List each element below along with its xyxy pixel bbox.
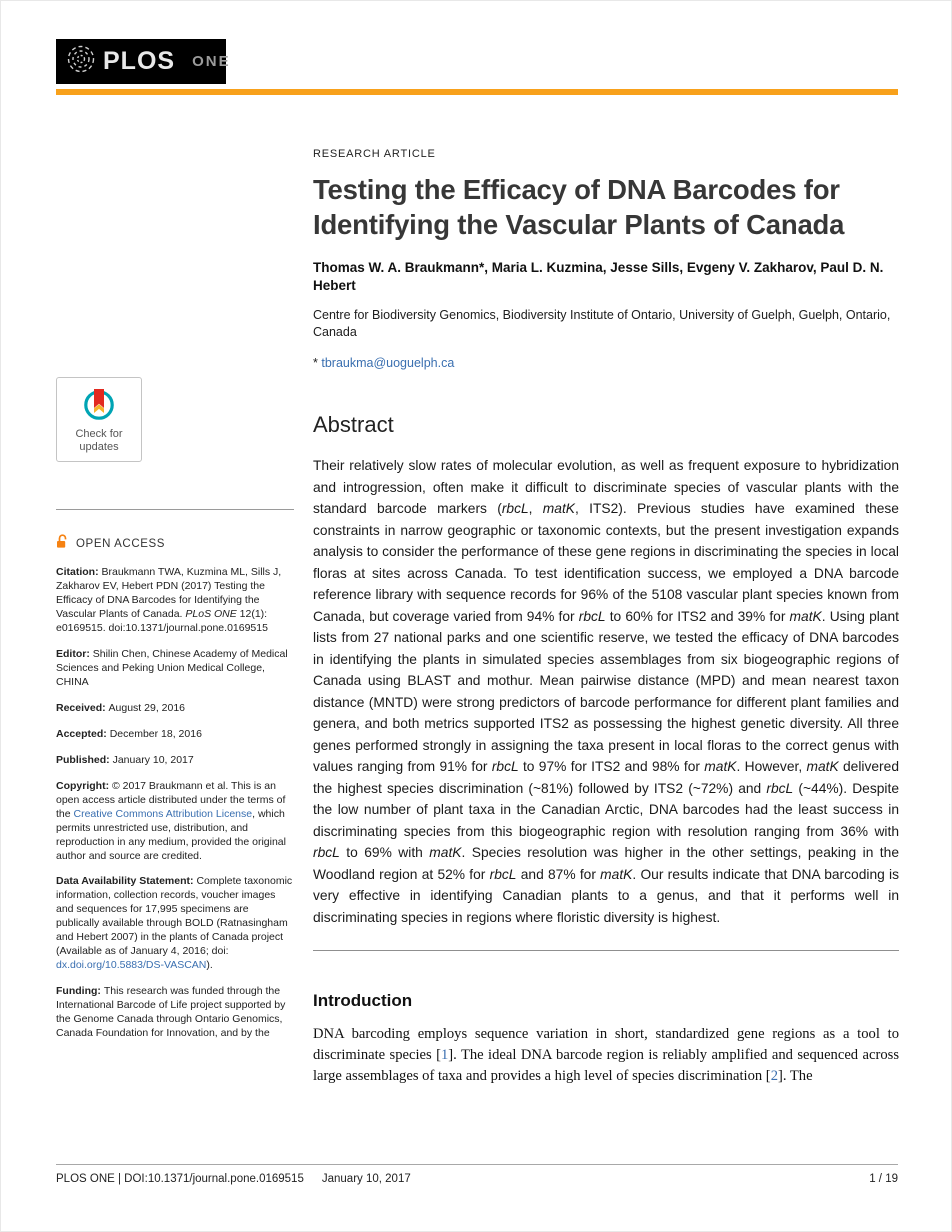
abstract-heading: Abstract (313, 412, 394, 437)
plos-one-logo (56, 39, 231, 84)
accent-bar (56, 89, 898, 95)
introduction-heading: Introduction (313, 991, 413, 1010)
check-updates-label-line1: Check for (75, 428, 123, 441)
article-body (313, 148, 899, 1087)
published-note: Published: January 10, 2017 (56, 753, 194, 766)
ref-2-link[interactable]: 2 (770, 1068, 778, 1084)
citation-note: Citation: Braukmann TWA, Kuzmina ML, Sills J, Zakharov EV, Hebert PDN (2017) Testing the Efficacy of DNA Barcodes for Identifying the Vascular Plants of Canada. PLoS ONE 12(1): e0169515. doi:10.1371/journal.pone.0169515 (56, 566, 282, 635)
introduction-paragraph: DNA barcoding employs sequence variation in short, standardized gene regions as a tool to discriminate species [1]. The ideal DNA barcode region is reliably amplified and sequenced across large assemblages of taxa and provides a high level of species discrimination [2]. The (313, 1026, 899, 1084)
sidebar-divider (56, 509, 294, 510)
author-list: Thomas W. A. Braukmann*, Maria L. Kuzmina, Jesse Sills, Evgeny V. Zakharov, Paul D. N. Hebert (313, 260, 884, 293)
footer-divider (56, 1164, 898, 1165)
abstract-paragraph: Their relatively slow rates of molecular evolution, as well as frequent exposure to hybridization and introgression, often make it difficult to discriminate species of vascular plants with the standard barcode markers (rbcL, matK, ITS2). Previous studies have examined these constraints in narrow geographic or taxonomic contexts, but the present investigation expands analysis to consider the performance of these gene regions in discriminating the species in local floras at sites across Canada. To test identification success, we employed a DNA barcode reference library with sequence records for 96% of the 5108 vascular plant species known from Canada, but coverage varied from 94% for rbcL to 60% for ITS2 and 39% for matK. Using plant lists from 27 national parks and one scientific reserve, we tested the efficacy of DNA barcodes in identifying the plants in simulated species assemblages from six biogeographic regions of Canada using BLAST and mothur. Mean pairwise distance (MPD) and mean nearest taxon distance (MNTD) were strong predictors of barcode performance for different plant families and genera, and both metrics supported ITS2 as possessing the highest genetic diversity. All three genes performed strongly in assigning the taxa present in local floras to the correct genus with values ranging from 91% for rbcL to 97% for ITS2 and 98% for matK. However, matK delivered the highest species discrimination (~81%) followed by ITS2 (~72%) and rbcL (~44%). Despite the low number of plant taxa in the Canadian Arctic, DNA barcodes had the least success in discriminating species from this biogeographic region with resolution ranging from 36% with rbcL to 69% with matK. Species resolution was higher in the other settings, peaking in the Woodland region at 52% for rbcL and 87% for matK. Our results indicate that DNA barcoding is very effective in identifying Canadian plants to a genus, and that it performs well in discriminating species in regions where floristic diversity is highest. (313, 458, 899, 925)
check-for-updates-badge[interactable] (56, 377, 142, 462)
footer-page-number: 1 / 19 (869, 1173, 898, 1185)
check-updates-label-line2: updates (79, 440, 119, 453)
ref-1-link[interactable]: 1 (440, 1047, 449, 1063)
creative-commons-license-link[interactable]: Creative Commons Attribution License (73, 807, 253, 820)
accepted-note: Accepted: December 18, 2016 (56, 727, 202, 740)
editor-note: Editor: Shilin Chen, Chinese Academy of Medical Sciences and Peking Union Medical College, CHINA (56, 648, 288, 688)
plos-globe-icon (66, 44, 96, 79)
corresponding-author-line (313, 356, 899, 370)
data-availability-note: Data Availability Statement: Complete taxonomic information, collection records, voucher images and sequences for 17,995 specimens are publically available through BOLD (Ratnasingham and Hebert 2007) in the plants of Canada project (Available as of January 4, 2016; doi: dx.doi.org/10.5883/DS-VASCAN). (56, 875, 293, 972)
corresponding-email-link[interactable]: tbraukma@uoguelph.ca (321, 356, 455, 370)
article-title: Testing the Efficacy of DNA Barcodes for Identifying the Vascular Plants of Canada (313, 174, 845, 240)
copyright-note: Copyright: © 2017 Braukmann et al. This is an open access article distributed under the terms of the Creative Commons Attribution License, which permits unrestricted use, distribution, and reproduction in any medium, provided the original author and source are credited. (56, 779, 286, 862)
page-footer (56, 1173, 898, 1185)
footer-date: January 10, 2017 (321, 1173, 411, 1185)
dataset-doi-link[interactable]: dx.doi.org/10.5883/DS-VASCAN (56, 959, 207, 972)
article-metadata-sidebar (56, 377, 294, 1041)
affiliation: Centre for Biodiversity Genomics, Biodiversity Institute of Ontario, University of Guelph, Guelph, Ontario, Canada (313, 308, 891, 339)
funding-note: Funding: This research was funded through the International Barcode of Life project supported by the Genome Canada through Ontario Genomics, Canada Foundation for Innovation, and by the (56, 985, 286, 1040)
footer-journal-doi: PLOS ONE | DOI:10.1371/journal.pone.0169515 (56, 1173, 304, 1185)
open-access-label: OPEN ACCESS (76, 537, 166, 550)
open-access-row (56, 534, 294, 554)
corresponding-star: * (313, 356, 318, 370)
footer-left (56, 1173, 411, 1185)
plos-wordmark: PLOS (103, 47, 176, 75)
one-wordmark: ONE (192, 53, 231, 70)
article-type-kicker: RESEARCH ARTICLE (313, 148, 436, 160)
open-lock-icon (56, 534, 69, 554)
crossmark-icon (81, 386, 117, 429)
received-note: Received: August 29, 2016 (56, 701, 186, 714)
abstract-divider (313, 950, 899, 951)
